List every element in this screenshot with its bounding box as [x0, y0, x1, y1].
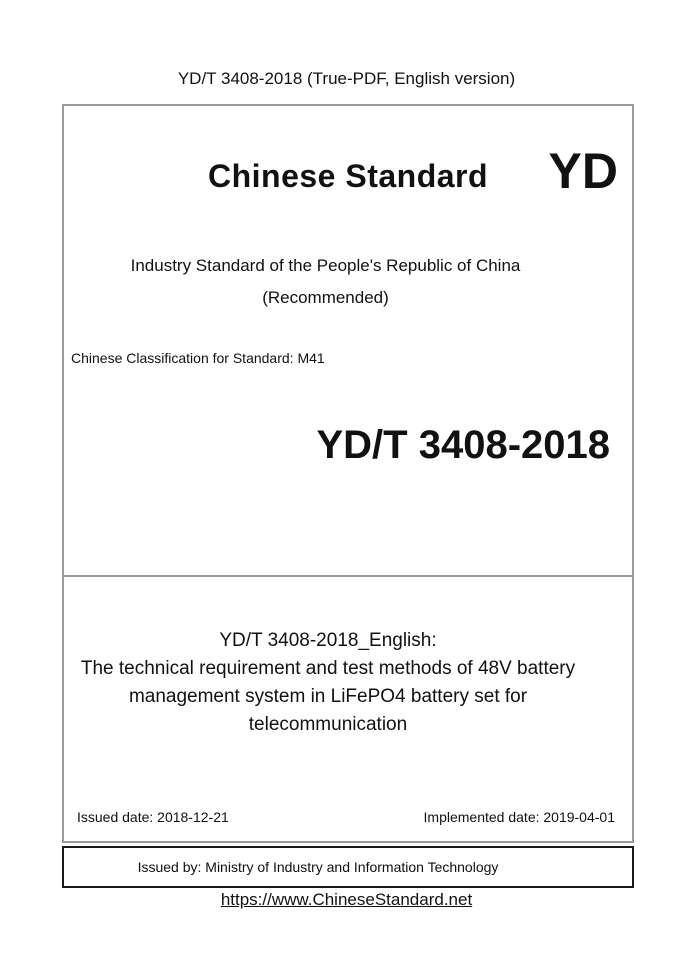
standard-number: YD/T 3408-2018 — [316, 423, 610, 467]
brand-title: Chinese Standard — [207, 158, 489, 194]
page-header: YD/T 3408-2018 (True-PDF, English version) — [177, 69, 516, 88]
footer-link[interactable]: https://www.ChineseStandard.net — [220, 890, 473, 909]
section-divider — [64, 575, 632, 577]
dates-row — [64, 807, 632, 827]
org-line-industry: Industry Standard of the People's Republic of China — [130, 256, 521, 275]
classification-line: Chinese Classification for Standard: M41 — [71, 350, 325, 366]
title-line-3: management system in LiFePO4 battery set for — [128, 686, 528, 707]
yd-logo: YD — [548, 143, 618, 199]
brand-row — [64, 136, 632, 199]
title-line-2: The technical requirement and test methods of 48V battery — [80, 658, 576, 679]
org-block — [64, 250, 632, 314]
cover-box — [62, 104, 634, 843]
issued-by-box — [62, 846, 634, 888]
title-line-1: YD/T 3408-2018_English: — [219, 630, 437, 651]
title-line-4: telecommunication — [248, 714, 408, 735]
issued-by-text: Issued by: Ministry of Industry and Information Technology — [137, 859, 499, 875]
org-line-recommended: (Recommended) — [262, 288, 389, 307]
issued-date: Issued date: 2018-12-21 — [77, 809, 229, 825]
english-title-block — [64, 627, 632, 739]
implemented-date: Implemented date: 2019-04-01 — [423, 809, 615, 825]
